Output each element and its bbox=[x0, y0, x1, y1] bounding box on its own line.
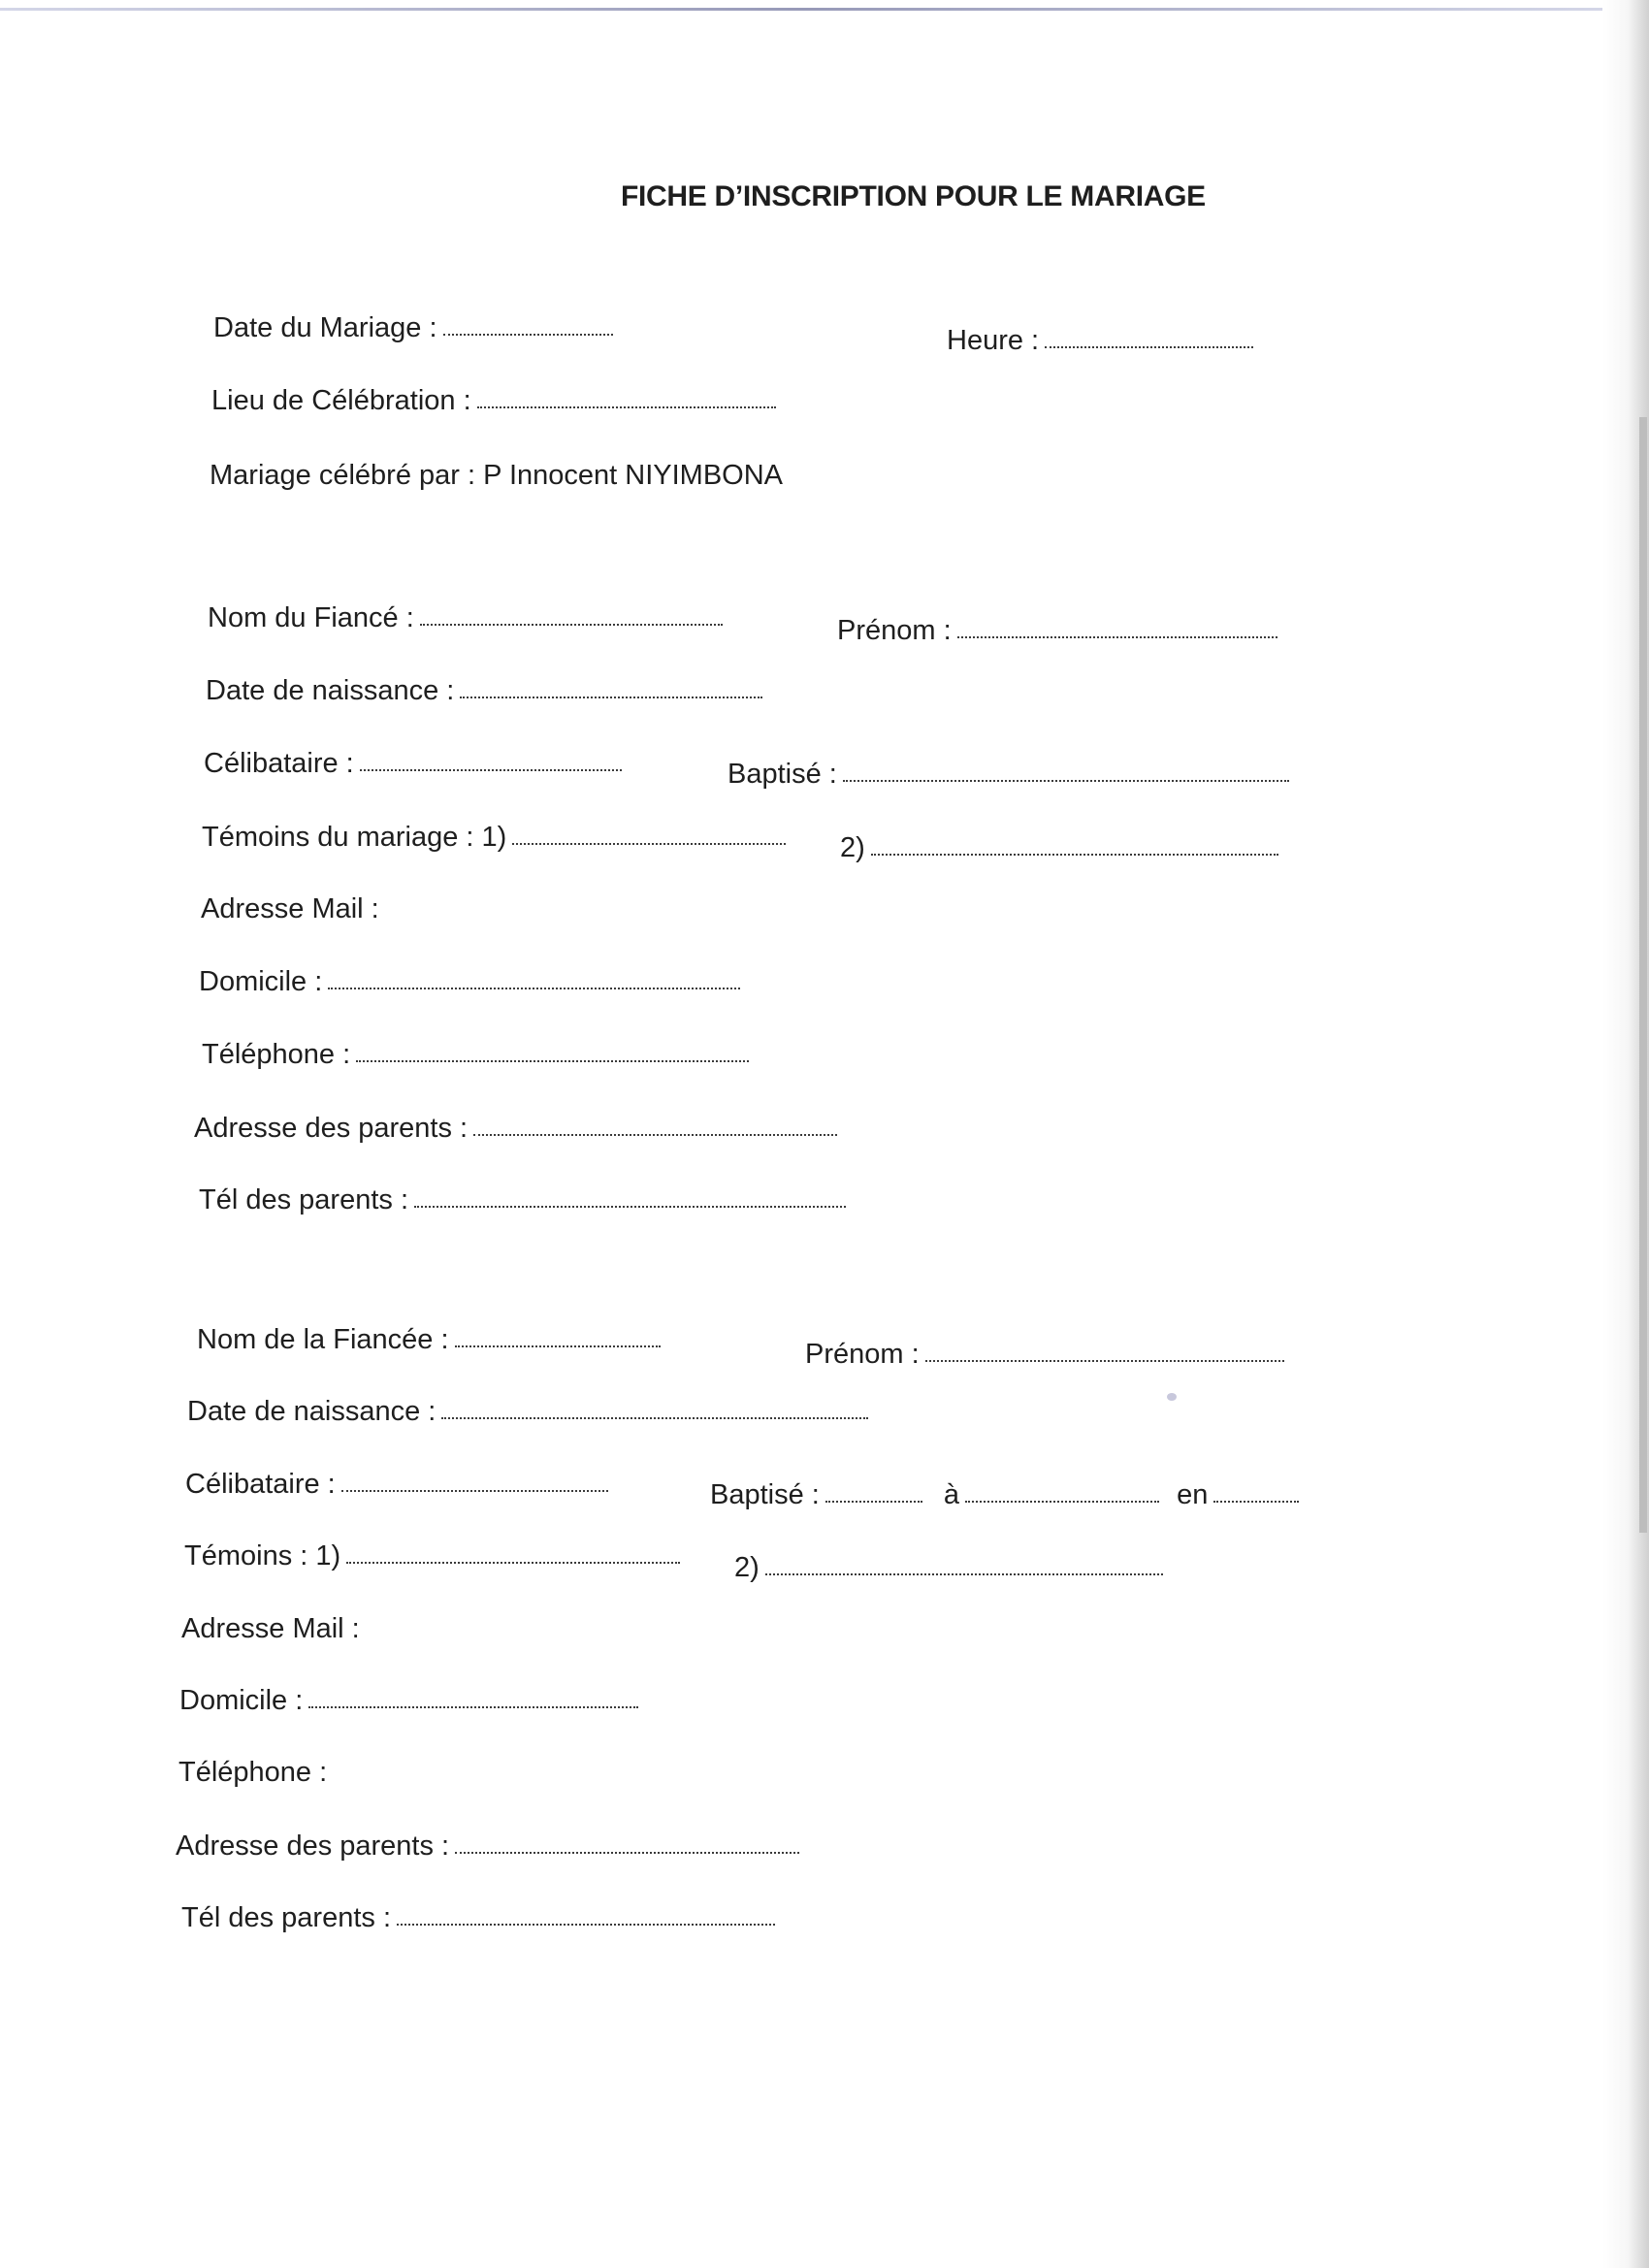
groom-birthdate-field[interactable] bbox=[206, 677, 762, 705]
groom-email-label: Adresse Mail : bbox=[201, 893, 379, 924]
groom-parents-phone-label: Tél des parents : bbox=[199, 1184, 408, 1215]
celebrant-field bbox=[210, 462, 783, 490]
bride-email-field[interactable] bbox=[181, 1615, 360, 1643]
bride-email-label: Adresse Mail : bbox=[181, 1613, 360, 1644]
groom-parents-phone-field[interactable] bbox=[199, 1186, 846, 1215]
groom-firstname-field[interactable] bbox=[837, 617, 1277, 645]
bride-witness1-label: Témoins : 1) bbox=[184, 1540, 341, 1571]
bride-baptized-label: Baptisé : bbox=[710, 1479, 820, 1510]
bride-witness2-label: 2) bbox=[734, 1552, 760, 1583]
scan-top-edge bbox=[0, 8, 1605, 11]
groom-witness2-field[interactable] bbox=[840, 834, 1278, 862]
wedding-time-blank[interactable] bbox=[1045, 344, 1253, 348]
bride-baptized-date-blank[interactable] bbox=[825, 1499, 922, 1503]
celebrant-label: Mariage célébré par : bbox=[210, 460, 476, 491]
bride-baptized-place-label: à bbox=[943, 1479, 960, 1510]
groom-name-field[interactable] bbox=[208, 604, 723, 632]
bride-firstname-field[interactable] bbox=[805, 1341, 1284, 1369]
bride-birthdate-label: Date de naissance : bbox=[187, 1396, 436, 1427]
groom-witness1-label: Témoins du mariage : 1) bbox=[202, 822, 507, 853]
wedding-time-label: Heure : bbox=[947, 325, 1040, 356]
bride-parents-address-label: Adresse des parents : bbox=[176, 1831, 450, 1862]
celebrant-value: P Innocent NIYIMBONA bbox=[483, 460, 784, 491]
groom-witness2-blank[interactable] bbox=[871, 852, 1278, 856]
groom-parents-address-label: Adresse des parents : bbox=[194, 1113, 469, 1144]
bride-parents-address-blank[interactable] bbox=[455, 1850, 799, 1854]
groom-parents-address-field[interactable] bbox=[194, 1115, 837, 1143]
groom-parents-phone-blank[interactable] bbox=[414, 1204, 846, 1208]
bride-birthdate-field[interactable] bbox=[187, 1398, 868, 1426]
scan-right-shadow bbox=[1639, 417, 1647, 1533]
bride-birthdate-blank[interactable] bbox=[441, 1415, 868, 1419]
bride-address-field[interactable] bbox=[179, 1687, 638, 1715]
groom-firstname-label: Prénom : bbox=[837, 615, 952, 646]
wedding-date-field[interactable] bbox=[213, 314, 613, 342]
groom-parents-address-blank[interactable] bbox=[473, 1132, 837, 1136]
groom-email-field[interactable] bbox=[201, 895, 379, 923]
wedding-date-label: Date du Mariage : bbox=[213, 312, 437, 343]
groom-address-field[interactable] bbox=[199, 968, 740, 996]
groom-phone-blank[interactable] bbox=[356, 1058, 749, 1062]
bride-phone-label: Téléphone : bbox=[178, 1757, 328, 1788]
bride-parents-address-field[interactable] bbox=[176, 1832, 799, 1861]
bride-address-blank[interactable] bbox=[308, 1704, 638, 1708]
celebration-place-blank[interactable] bbox=[477, 405, 776, 408]
bride-baptized-field[interactable] bbox=[710, 1481, 1299, 1509]
bride-name-field[interactable] bbox=[197, 1326, 661, 1354]
groom-baptized-label: Baptisé : bbox=[728, 759, 837, 790]
groom-name-label: Nom du Fiancé : bbox=[208, 602, 414, 633]
groom-phone-label: Téléphone : bbox=[202, 1039, 351, 1070]
bride-witness2-field[interactable] bbox=[734, 1554, 1163, 1582]
groom-witness1-blank[interactable] bbox=[512, 841, 786, 845]
bride-firstname-blank[interactable] bbox=[925, 1358, 1284, 1362]
bride-parents-phone-label: Tél des parents : bbox=[181, 1902, 391, 1933]
celebration-place-label: Lieu de Célébration : bbox=[211, 385, 471, 416]
scan-speck bbox=[1167, 1393, 1177, 1401]
bride-address-label: Domicile : bbox=[179, 1685, 304, 1716]
wedding-date-blank[interactable] bbox=[443, 332, 613, 336]
groom-address-blank[interactable] bbox=[328, 986, 740, 989]
groom-single-label: Célibataire : bbox=[204, 748, 354, 779]
bride-single-blank[interactable] bbox=[341, 1488, 608, 1492]
groom-baptized-blank[interactable] bbox=[843, 778, 1289, 782]
bride-parents-phone-blank[interactable] bbox=[397, 1922, 775, 1926]
groom-witness2-label: 2) bbox=[840, 832, 865, 863]
groom-single-blank[interactable] bbox=[360, 767, 622, 771]
bride-baptized-year-label: en bbox=[1177, 1479, 1209, 1510]
bride-single-label: Célibataire : bbox=[185, 1469, 336, 1500]
groom-address-label: Domicile : bbox=[199, 966, 323, 997]
groom-birthdate-label: Date de naissance : bbox=[206, 675, 455, 706]
form-title: FICHE D’INSCRIPTION POUR LE MARIAGE bbox=[621, 180, 1206, 212]
groom-firstname-blank[interactable] bbox=[957, 634, 1277, 638]
bride-single-field[interactable] bbox=[185, 1471, 608, 1499]
bride-parents-phone-field[interactable] bbox=[181, 1904, 775, 1932]
bride-phone-field[interactable] bbox=[178, 1759, 327, 1787]
bride-witness1-blank[interactable] bbox=[346, 1560, 680, 1564]
groom-birthdate-blank[interactable] bbox=[460, 695, 762, 698]
bride-name-label: Nom de la Fiancée : bbox=[197, 1324, 449, 1355]
groom-baptized-field[interactable] bbox=[728, 761, 1289, 789]
bride-witness1-field[interactable] bbox=[184, 1542, 680, 1571]
celebration-place-field[interactable] bbox=[211, 387, 776, 415]
groom-phone-field[interactable] bbox=[202, 1041, 749, 1069]
bride-witness2-blank[interactable] bbox=[765, 1571, 1163, 1575]
groom-single-field[interactable] bbox=[204, 750, 622, 778]
bride-firstname-label: Prénom : bbox=[805, 1339, 920, 1370]
bride-name-blank[interactable] bbox=[455, 1344, 661, 1347]
bride-baptized-year-blank[interactable] bbox=[1213, 1499, 1299, 1503]
wedding-time-field[interactable] bbox=[947, 327, 1253, 355]
groom-witness1-field[interactable] bbox=[202, 824, 786, 852]
bride-baptized-place-blank[interactable] bbox=[965, 1499, 1159, 1503]
groom-name-blank[interactable] bbox=[420, 622, 723, 626]
